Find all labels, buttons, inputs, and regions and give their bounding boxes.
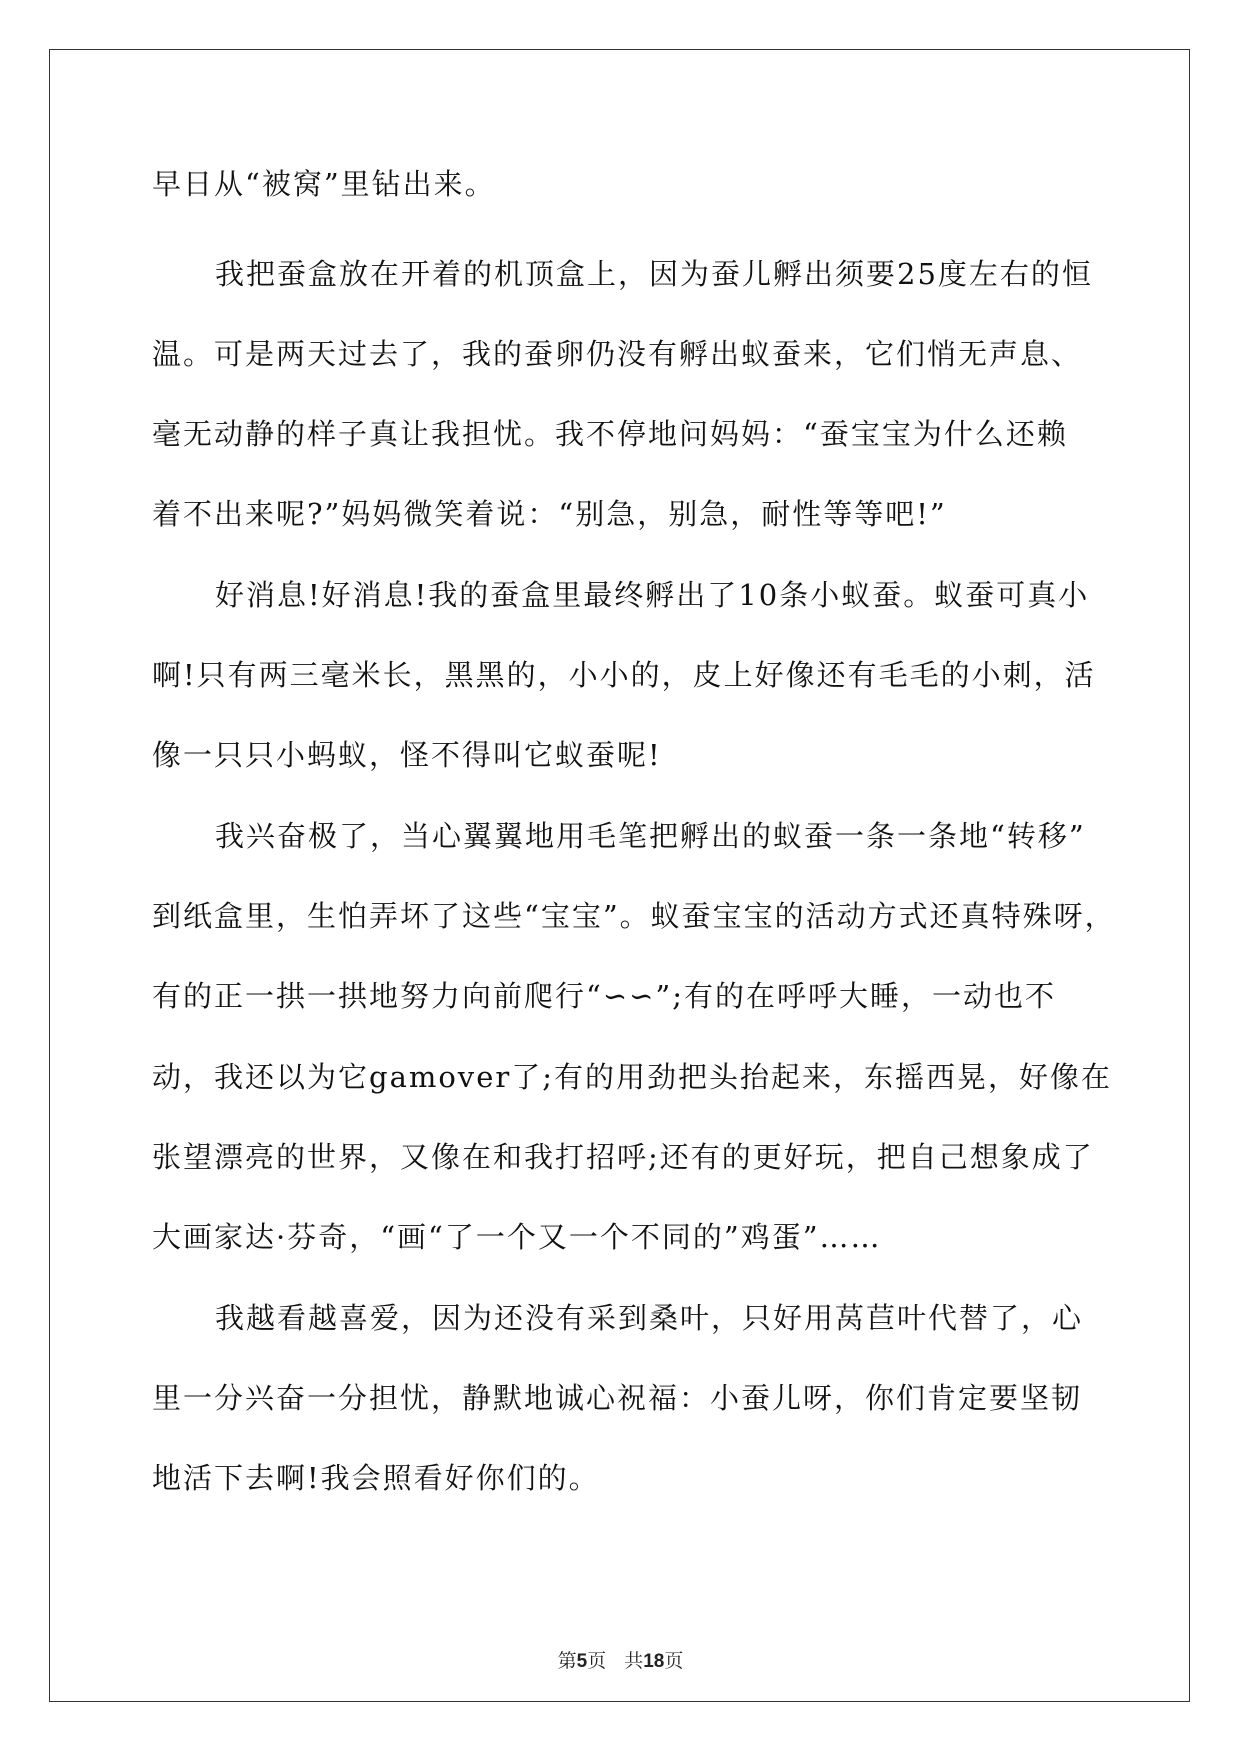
text-line: 我把蚕盒放在开着的机顶盒上，因为蚕儿孵出须要25度左右的恒 — [215, 257, 1093, 291]
text-line: 好消息!好消息!我的蚕盒里最终孵出了10条小蚁蚕。蚁蚕可真小 — [215, 578, 1090, 612]
text-line: 毫无动静的样子真让我担忧。我不停地问妈妈：“蚕宝宝为什么还赖 — [152, 417, 1068, 451]
footer-page-suffix: 页 — [587, 1650, 607, 1672]
footer-total-prefix: 共 — [624, 1650, 644, 1672]
text-line: 张望漂亮的世界，又像在和我打招呼;还有的更好玩，把自己想象成了 — [152, 1140, 1094, 1174]
text-line: 到纸盒里，生怕弄坏了这些“宝宝”。蚁蚕宝宝的活动方式还真特殊呀， — [152, 899, 1116, 933]
text-line: 地活下去啊!我会照看好你们的。 — [152, 1461, 600, 1495]
footer-prefix: 第 — [557, 1650, 577, 1672]
text-line: 着不出来呢?”妈妈微笑着说：“别急，别急，耐性等等吧!” — [152, 497, 947, 531]
text-line: 大画家达·芬奇，“画“了一个又一个不同的”鸡蛋”…… — [152, 1220, 882, 1254]
page-border — [49, 49, 1190, 1702]
text-line: 像一只只小蚂蚁，怪不得叫它蚁蚕呢! — [152, 738, 662, 772]
page-footer — [0, 1646, 1241, 1673]
text-line: 有的正一拱一拱地努力向前爬行“∽∽”;有的在呼呼大睡，一动也不 — [152, 979, 1057, 1013]
text-line: 我兴奋极了，当心翼翼地用毛笔把孵出的蚁蚕一条一条地“转移” — [215, 819, 1086, 853]
current-page-number: 5 — [576, 1651, 588, 1672]
text-line: 早日从“被窝”里钻出来。 — [152, 167, 496, 201]
text-line: 里一分兴奋一分担忧，静默地诚心祝福：小蚕儿呀，你们肯定要坚韧 — [152, 1381, 1083, 1415]
total-pages-number: 18 — [643, 1651, 665, 1672]
text-line: 动，我还以为它gamover了;有的用劲把头抬起来，东摇西晃，好像在 — [152, 1060, 1112, 1094]
footer-total-suffix: 页 — [664, 1650, 684, 1672]
text-line: 温。可是两天过去了，我的蚕卵仍没有孵出蚁蚕来，它们悄无声息、 — [152, 337, 1083, 371]
text-line: 我越看越喜爱，因为还没有采到桑叶，只好用莴苣叶代替了，心 — [215, 1301, 1084, 1335]
text-line: 啊!只有两三毫米长，黑黑的，小小的，皮上好像还有毛毛的小刺，活 — [152, 658, 1096, 692]
